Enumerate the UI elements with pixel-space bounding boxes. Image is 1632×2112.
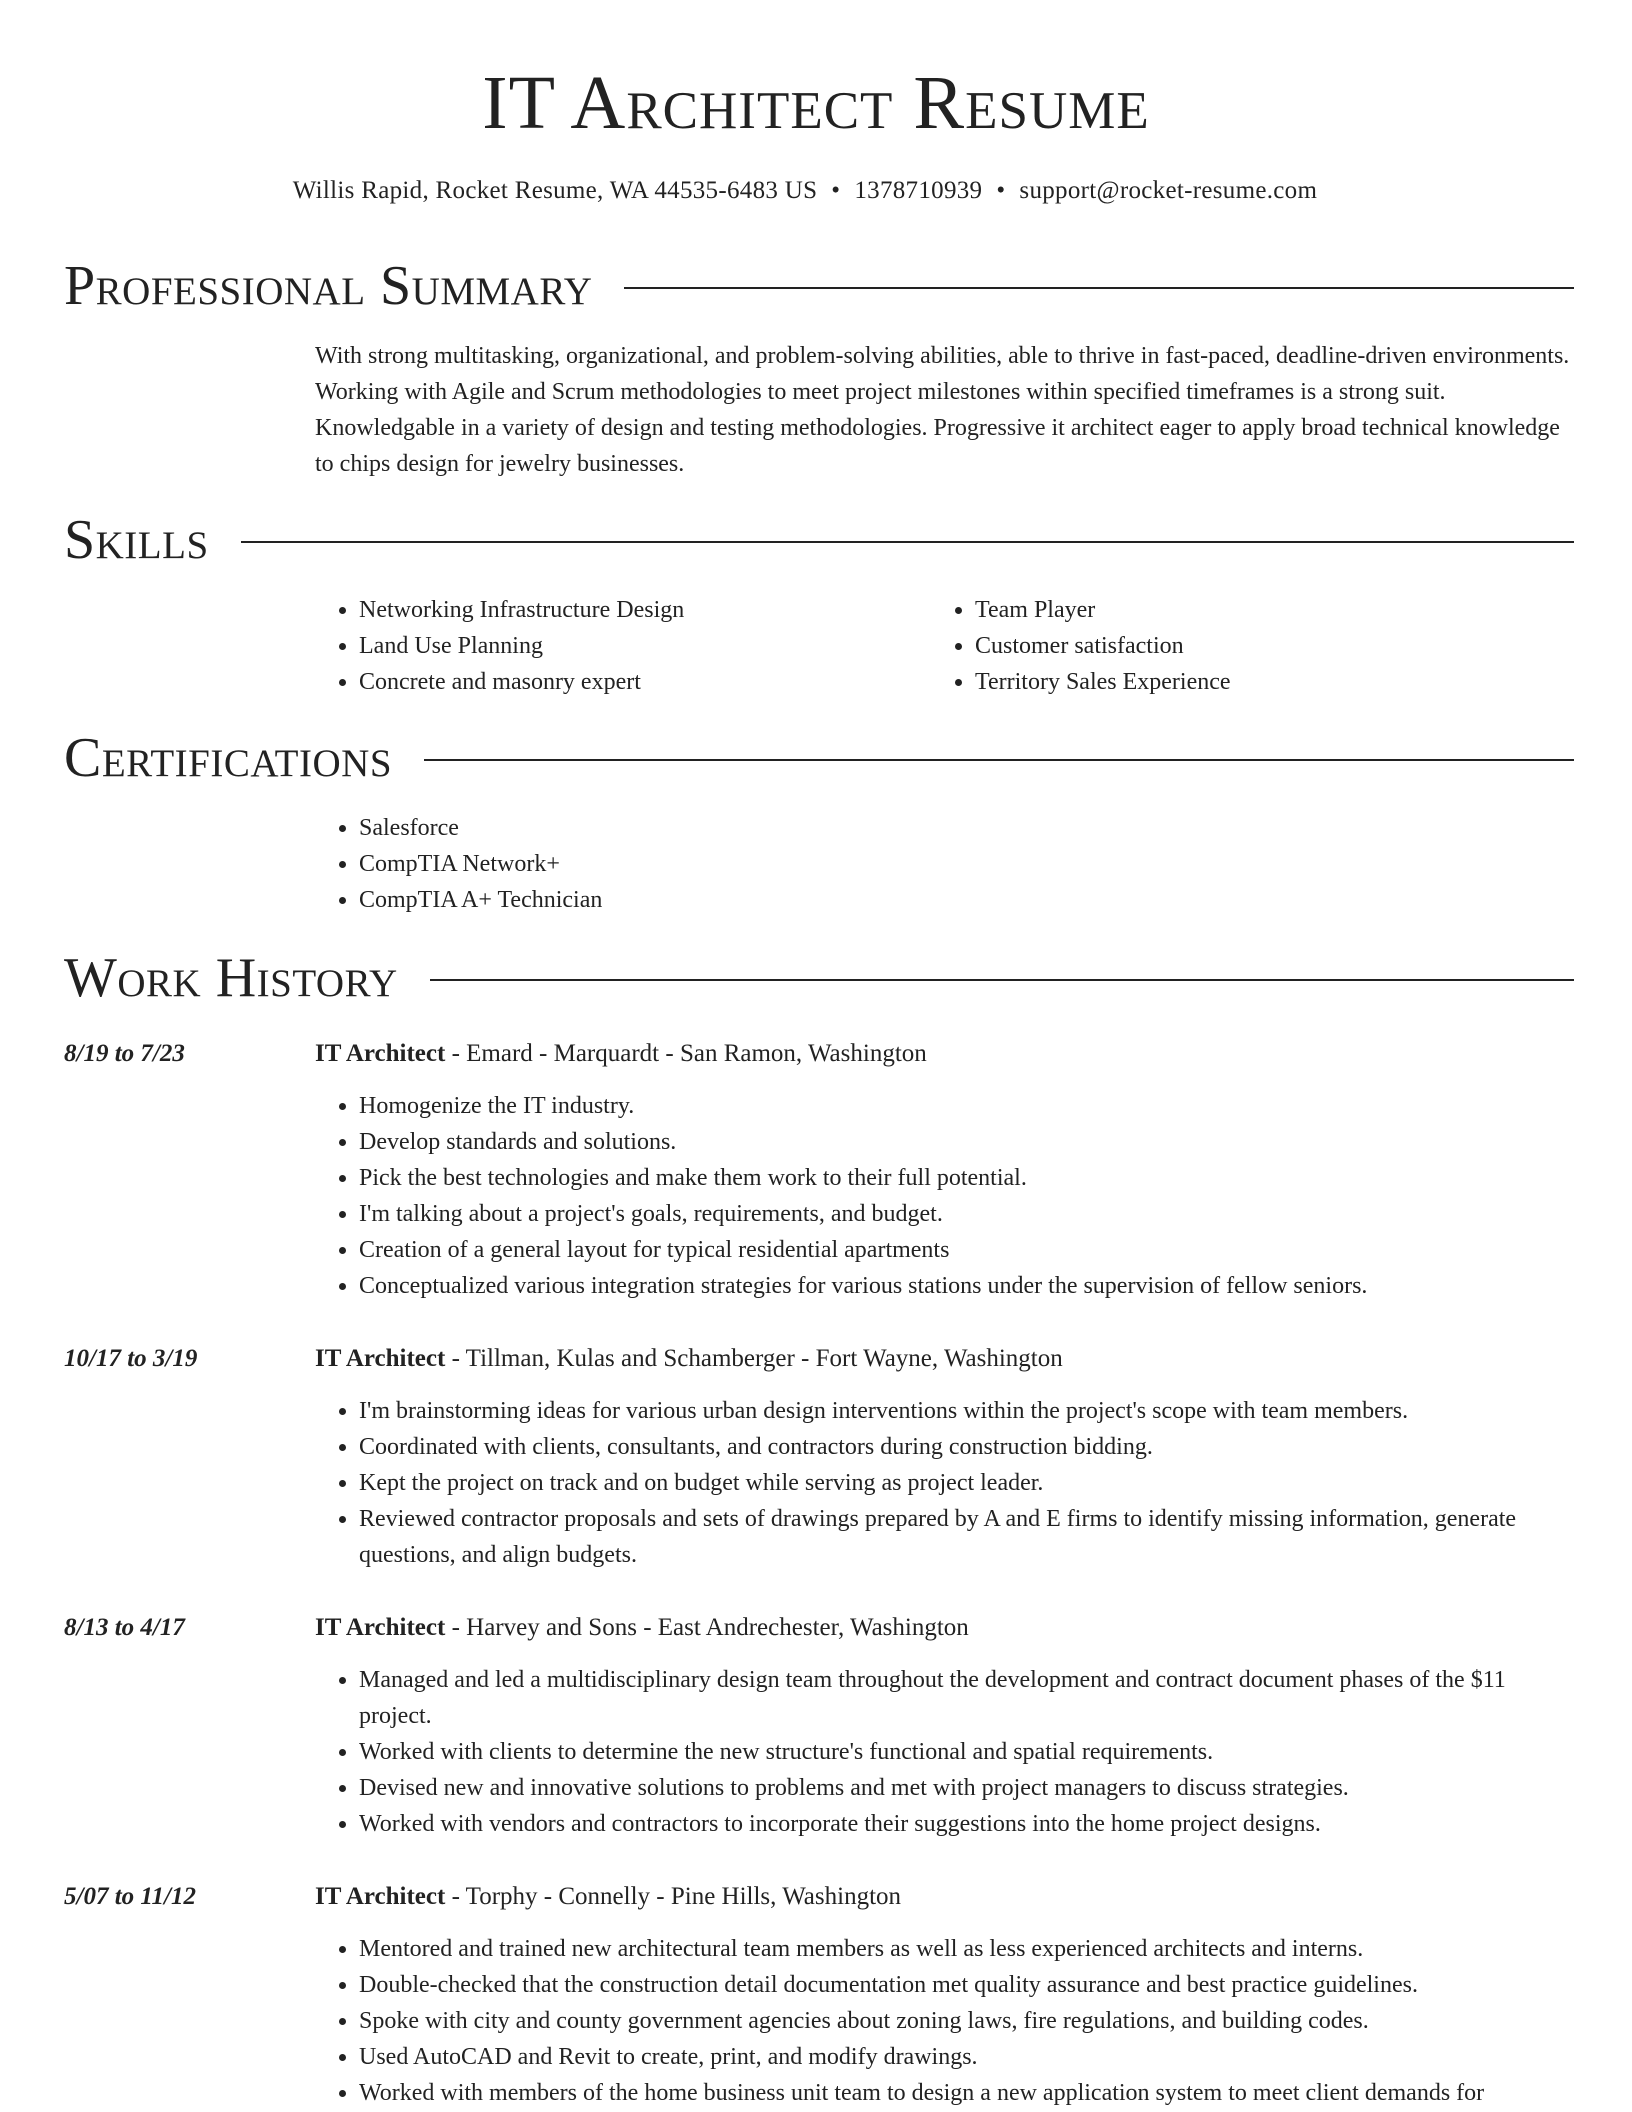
- job-title: IT Architect: [315, 1040, 446, 1067]
- contact-address: Willis Rapid, Rocket Resume, WA 44535-6483 US: [292, 177, 818, 204]
- job-heading: [315, 1610, 1577, 1646]
- skills-list: [315, 592, 1575, 700]
- summary-section-title: Professional Summary: [64, 255, 593, 317]
- job-employer: - Harvey and Sons - East Andrechester, Washington: [445, 1614, 969, 1641]
- job-heading: [315, 1879, 1577, 1915]
- skill-item: • Networking Infrastructure Design: [359, 592, 931, 628]
- section-divider: [430, 979, 1574, 981]
- job-duty-item: • Develop standards and solutions.: [359, 1124, 1577, 1160]
- skill-item: • Concrete and masonry expert: [359, 664, 931, 700]
- job-title: IT Architect: [315, 1614, 446, 1641]
- job-duty-item: • Double-checked that the construction detail documentation met quality assurance and best practice guidelines.: [359, 1967, 1577, 2003]
- job-duty-item: • Devised new and innovative solutions to problems and met with project managers to discuss strategies.: [359, 1770, 1577, 1806]
- summary-text: With strong multitasking, organizational, and problem-solving abilities, able to thrive in fast-paced, deadline-driven environments. Working with Agile and Scrum methodologies to meet project milestones within specified timeframes is a strong suit. Knowledgable in a variety of design and testing methodologies. Progressive it architect eager to apply broad technical knowledge to chips design for jewelry businesses.: [315, 343, 1570, 477]
- contact-line: [0, 174, 1610, 208]
- job-duty-item: • Homogenize the IT industry.: [359, 1088, 1577, 1124]
- job-duty-item: • I'm talking about a project's goals, requirements, and budget.: [359, 1196, 1577, 1232]
- job-title: IT Architect: [315, 1883, 446, 1910]
- job-duty-item: • Worked with members of the home business unit team to design a new application system to meet client demands for: [359, 2075, 1577, 2111]
- section-divider: [241, 541, 1574, 543]
- certifications-section-header: [64, 726, 1574, 790]
- skills-section-title: Skills: [64, 509, 209, 571]
- certifications-section-title: Certifications: [64, 727, 393, 789]
- certification-item: • CompTIA Network+: [359, 846, 1575, 882]
- job-duties: [315, 1931, 1577, 2111]
- job-duty-item: • Used AutoCAD and Revit to create, print, and modify drawings.: [359, 2039, 1577, 2075]
- job-duty-item: • Conceptualized various integration strategies for various stations under the supervision of fellow seniors.: [359, 1268, 1577, 1304]
- job-dates: 8/13 to 4/17: [64, 1614, 185, 1641]
- section-divider: [624, 287, 1574, 289]
- contact-separator: •: [996, 177, 1006, 204]
- job-duties: [315, 1662, 1577, 1842]
- job-title: IT Architect: [315, 1345, 446, 1372]
- job-dates: 8/19 to 7/23: [64, 1040, 185, 1067]
- job-duty-item: • Worked with vendors and contractors to incorporate their suggestions into the home project designs.: [359, 1806, 1577, 1842]
- job-employer: - Torphy - Connelly - Pine Hills, Washington: [445, 1883, 902, 1910]
- job-employer: - Emard - Marquardt - San Ramon, Washington: [445, 1040, 927, 1067]
- contact-email: support@rocket-resume.com: [1019, 177, 1318, 204]
- skills-column-left: [315, 592, 931, 700]
- job-employer: - Tillman, Kulas and Schamberger - Fort Wayne, Washington: [445, 1345, 1063, 1372]
- skill-item: • Team Player: [975, 592, 1547, 628]
- job-dates: 10/17 to 3/19: [64, 1345, 198, 1372]
- skill-item: • Customer satisfaction: [975, 628, 1547, 664]
- section-divider: [424, 759, 1574, 761]
- job-duty-item: • Worked with clients to determine the new structure's functional and spatial requirements.: [359, 1734, 1577, 1770]
- job-heading: [315, 1341, 1577, 1377]
- page-title: IT Architect Resume: [482, 61, 1150, 145]
- job-duty-item: • Kept the project on track and on budget while serving as project leader.: [359, 1465, 1577, 1501]
- skill-item: • Land Use Planning: [359, 628, 931, 664]
- skills-section-header: [64, 508, 1574, 572]
- job-duty-item: • Reviewed contractor proposals and sets of drawings prepared by A and E firms to identify missing information, generate questions, and align budgets.: [359, 1501, 1577, 1573]
- job-duty-item: • Mentored and trained new architectural team members as well as less experienced architects and interns.: [359, 1931, 1577, 1967]
- job-dates: 5/07 to 11/12: [64, 1883, 196, 1910]
- job-duty-item: • Spoke with city and county government agencies about zoning laws, fire regulations, and building codes.: [359, 2003, 1577, 2039]
- certifications-list: [315, 810, 1575, 918]
- job-duty-item: • Creation of a general layout for typical residential apartments: [359, 1232, 1577, 1268]
- job-duty-item: • Managed and led a multidisciplinary design team throughout the development and contract document phases of the $11 project.: [359, 1662, 1577, 1734]
- summary-section-header: [64, 254, 1574, 318]
- job-heading: [315, 1036, 1577, 1072]
- work-section-title: Work History: [64, 947, 398, 1009]
- skills-column-right: [931, 592, 1547, 700]
- job-duties: [315, 1393, 1577, 1573]
- contact-phone: 1378710939: [854, 177, 983, 204]
- skill-item: • Territory Sales Experience: [975, 664, 1547, 700]
- certification-item: • Salesforce: [359, 810, 1575, 846]
- work-section-header: [64, 946, 1574, 1010]
- contact-separator: •: [831, 177, 841, 204]
- certification-item: • CompTIA A+ Technician: [359, 882, 1575, 918]
- job-duty-item: • Coordinated with clients, consultants, and contractors during construction bidding.: [359, 1429, 1577, 1465]
- job-duties: [315, 1088, 1577, 1304]
- job-duty-item: • I'm brainstorming ideas for various urban design interventions within the project's scope with team members.: [359, 1393, 1577, 1429]
- job-duty-item: • Pick the best technologies and make them work to their full potential.: [359, 1160, 1577, 1196]
